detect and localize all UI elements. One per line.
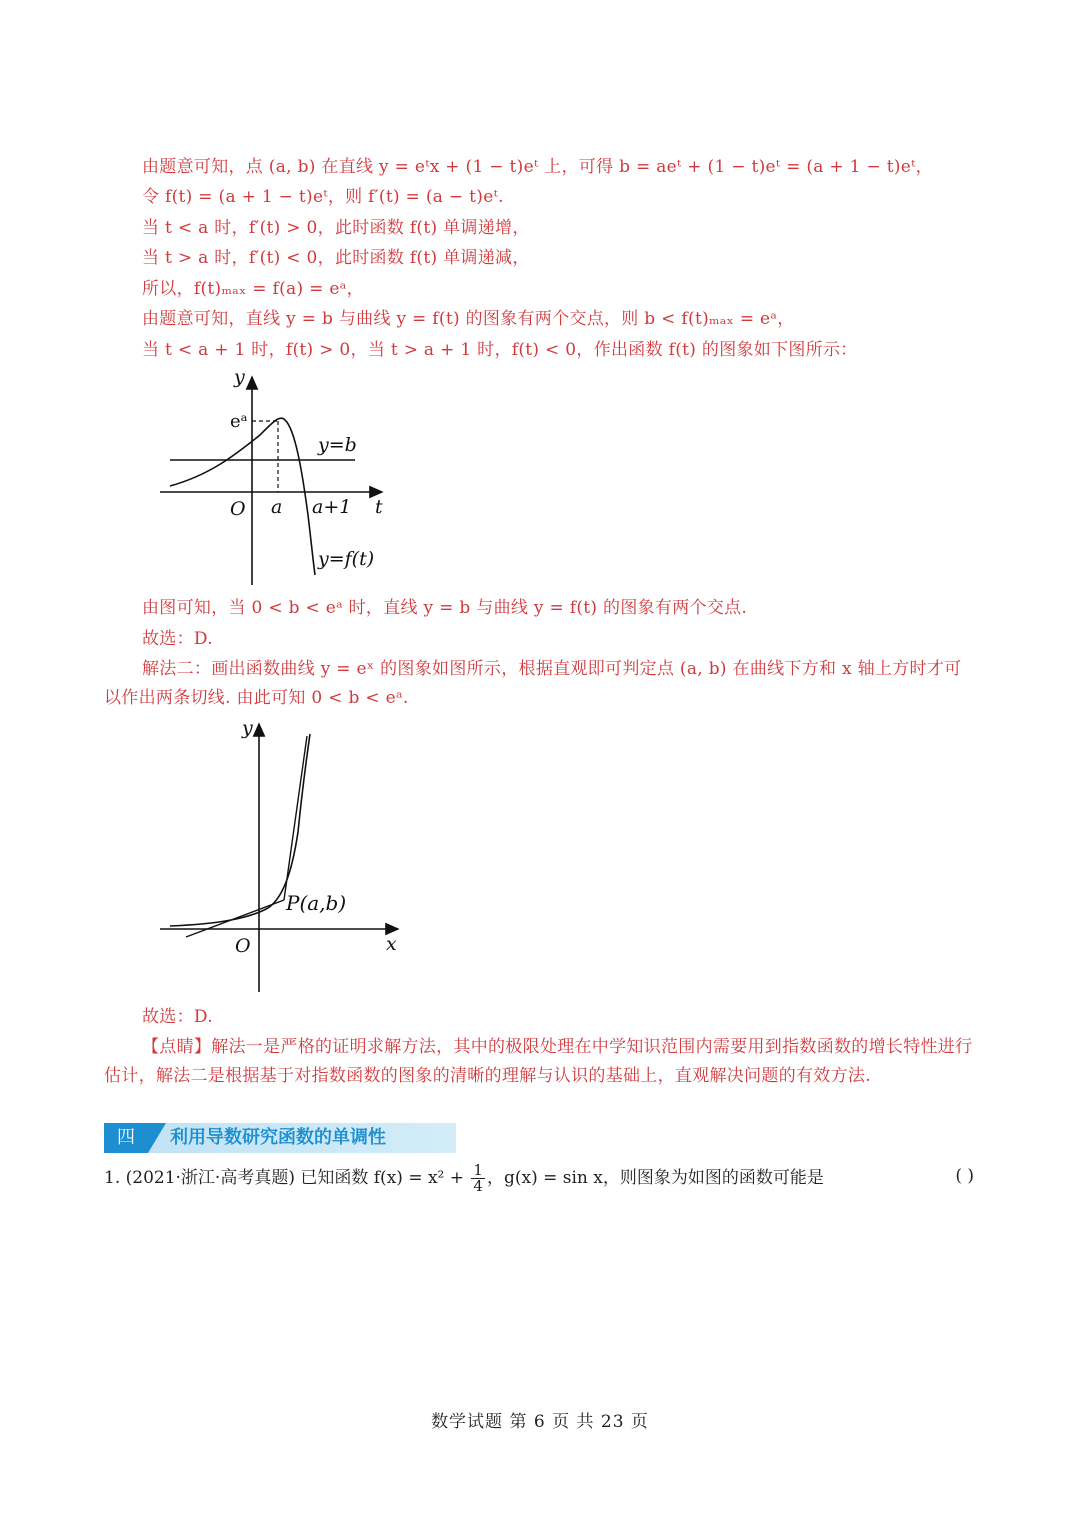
section-number: 四: [104, 1123, 148, 1153]
answer-parentheses: ( ): [955, 1166, 974, 1186]
method2-text: 解法二：画出函数曲线 y = eˣ 的图象如图所示，根据直观即可判定点 (a, b) 在曲线下方和 x 轴上方时才可以作出两条切线. 由此可知 0 < b < eᵃ.: [104, 659, 962, 708]
graph1-line-label: y=b: [318, 434, 357, 456]
after-graph1-line-1: 由图可知，当 0 < b < eᵃ 时，直线 y = b 与曲线 y = f(t) 的图象有两个交点.: [142, 598, 748, 618]
graph1-y-label: y: [234, 366, 245, 388]
solution-line-5: 所以，f(t)ₘₐₓ = f(a) = eᵃ，: [142, 279, 364, 299]
solution-line-2: 令 f(t) = (a + 1 − t)eᵗ，则 f′(t) = (a − t)eᵗ.: [142, 187, 504, 207]
comment-paragraph: [104, 1033, 974, 1090]
question-suffix: ，g(x) = sin x，则图象为如图的函数可能是: [486, 1168, 824, 1188]
graph1-peak-label: eᵃ: [230, 411, 248, 432]
graph-e-x: [150, 712, 410, 997]
solution-line-3: 当 t < a 时，f′(t) > 0，此时函数 f(t) 单调递增，: [142, 218, 530, 238]
solution-line-6: 由题意可知，直线 y = b 与曲线 y = f(t) 的图象有两个交点，则 b < f(t)ₘₐₓ = eᵃ，: [142, 309, 795, 329]
fraction-denominator: 4: [473, 1177, 483, 1195]
graph2-y-label: y: [242, 717, 253, 739]
section-title: 利用导数研究函数的单调性: [170, 1127, 386, 1148]
comment-text: 【点睛】解法一是严格的证明求解方法，其中的极限处理在中学知识范围内需要用到指数函数的增长特性进行估计，解法二是根据基于对指数函数的图象的清晰的理解与认识的基础上，直观解决问题的有效方法.: [104, 1037, 973, 1086]
graph2-tangent-2: [284, 736, 307, 900]
page-footer: 数学试题 第 6 页 共 23 页: [431, 1412, 649, 1432]
after-graph1-line-2: 故选：D.: [142, 629, 213, 649]
answer2-line: 故选：D.: [142, 1007, 213, 1027]
graph1-tick-a1: a+1: [312, 496, 352, 518]
fraction-numerator: 1: [473, 1161, 483, 1179]
graph2-origin-label: O: [235, 935, 251, 957]
solution-line-1: 由题意可知，点 (a, b) 在直线 y = eᵗx + (1 − t)eᵗ 上，可得 b = aeᵗ + (1 − t)eᵗ = (a + 1 − t)eᵗ，: [142, 157, 933, 177]
graph2-point-label: P(a,b): [286, 891, 347, 915]
graph2-x-label: x: [386, 933, 397, 955]
section-header: [104, 1123, 456, 1153]
solution-line-4: 当 t > a 时，f′(t) < 0，此时函数 f(t) 单调递减，: [142, 248, 530, 268]
question-1: [104, 1163, 974, 1193]
question-fraction: [471, 1163, 485, 1194]
question-prefix: 1. (2021·浙江·高考真题) 已知函数 f(x) = x² +: [104, 1168, 470, 1188]
solution-line-7: 当 t < a + 1 时，f(t) > 0，当 t > a + 1 时，f(t) < 0，作出函数 f(t) 的图象如下图所示：: [142, 340, 858, 360]
graph2-tangent-1: [186, 900, 284, 937]
section-notch: [148, 1123, 166, 1153]
method2-paragraph: [104, 655, 974, 712]
graph1-curve-f-t: [170, 418, 315, 575]
graph-f-t: [150, 365, 400, 590]
graph1-curve-label: y=f(t): [318, 548, 375, 570]
graph1-origin-label: O: [230, 498, 246, 520]
graph1-tick-a: a: [271, 496, 283, 518]
graph1-t-label: t: [375, 496, 383, 518]
